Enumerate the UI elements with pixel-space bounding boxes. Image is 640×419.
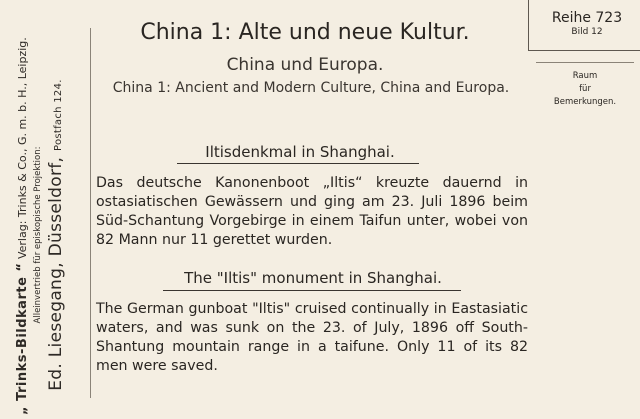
english-body: The German gunboat "Iltis" cruised continually in Eastasiatic waters, and was sunk on the 23. of July, 1896 off South-Shantung mountain range in a taifune. Only 11 of its 82 men were saved. bbox=[96, 301, 528, 374]
notes-fuer: für bbox=[579, 84, 591, 94]
notes-raum: Raum bbox=[572, 71, 598, 81]
german-body: Das deutsche Kanonenboot „Iltis“ kreuzte dauernd in ostasiatischen Gewässern und ging am 23. Juli 1896 beim Süd-Schantung Vorgebirge in einem Taifun unter, wobei von 82 Mann nur 11 gerettet wurden. bbox=[96, 175, 528, 248]
english-heading-underline bbox=[163, 290, 461, 291]
picture-number: Bild 12 bbox=[571, 27, 603, 37]
notes-label bbox=[530, 70, 640, 109]
german-heading: Iltisdenkmal in Shanghai. bbox=[205, 143, 395, 161]
series-number: Reihe 723 bbox=[551, 10, 623, 26]
left-divider bbox=[90, 28, 91, 398]
publisher-imprint bbox=[15, 37, 85, 415]
publisher-verlag: Verlag: Trinks & Co., G. m. b. H., Leipzig. bbox=[16, 37, 29, 260]
publisher-vertrieb: Alleinvertrieb für episkopische Projektion: bbox=[33, 146, 43, 324]
card-subtitle: China und Europa. bbox=[226, 55, 384, 75]
series-box bbox=[528, 0, 640, 51]
card-english-title: China 1: Ancient and Modern Culture, China and Europa. bbox=[112, 80, 510, 96]
notes-rule bbox=[536, 62, 634, 63]
card-title: China 1: Alte und neue Kultur. bbox=[140, 20, 470, 45]
publisher-postfach: Postfach 124. bbox=[53, 79, 64, 152]
english-heading: The "Iltis" monument in Shanghai. bbox=[184, 269, 442, 287]
publisher-distributor: Ed. Liesegang, Düsseldorf, bbox=[46, 156, 66, 391]
notes-bemerkungen: Bemerkungen. bbox=[553, 97, 617, 107]
german-heading-underline bbox=[177, 163, 419, 164]
publisher-brand: „ Trinks-Bildkarte “ bbox=[15, 262, 30, 415]
